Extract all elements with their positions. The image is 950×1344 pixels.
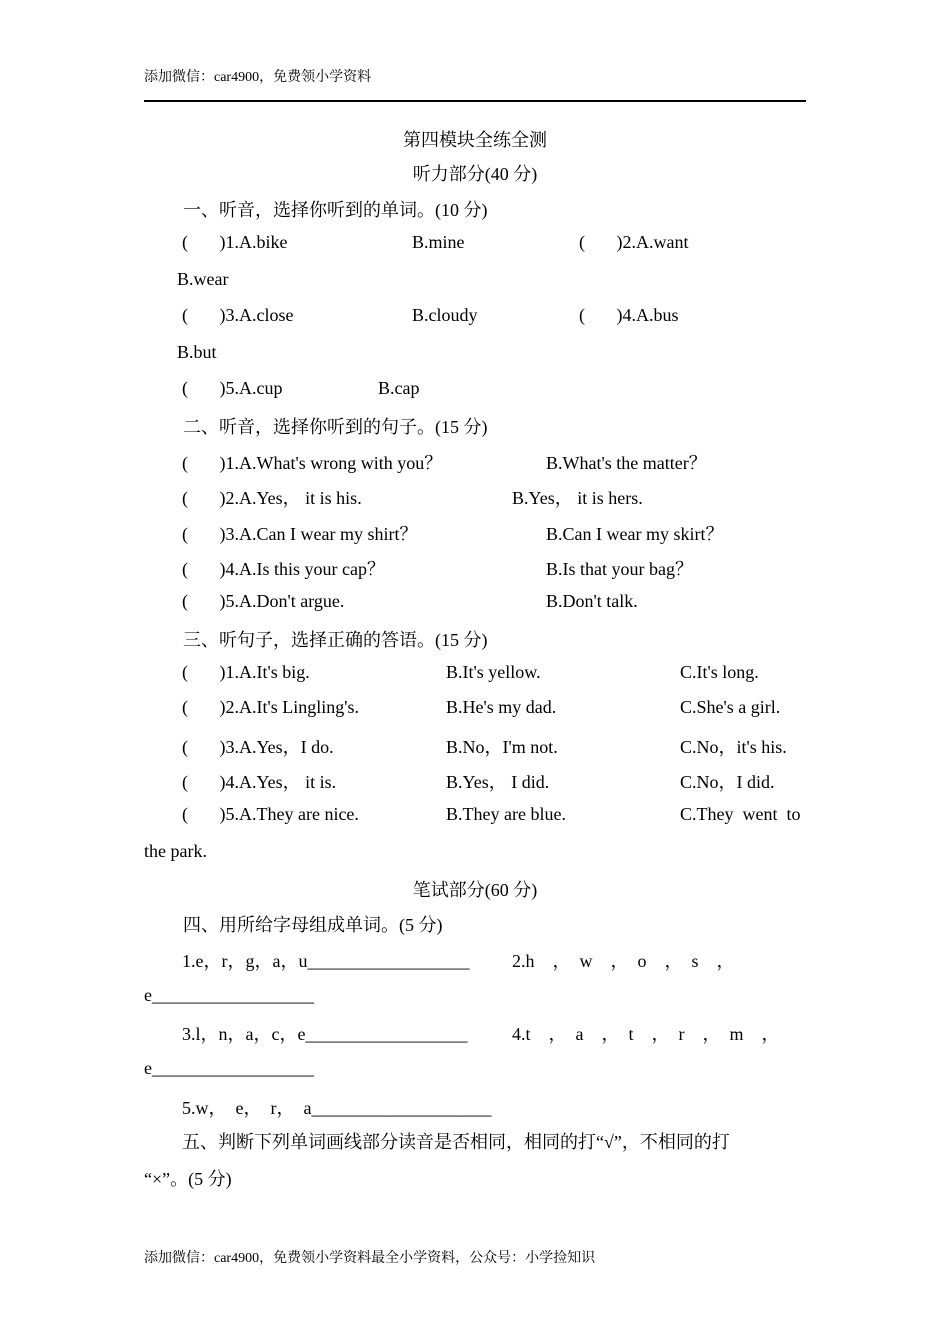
section-3-title: 三、听句子，选择正确的答语。(15 分) [183, 630, 488, 650]
s1-q4-option-a: ( )4.A.bus [579, 305, 679, 325]
s1-q2-option-b: B.wear [177, 269, 229, 289]
section-5-title-line-2: “×”。(5 分) [144, 1169, 232, 1189]
section-2-title: 二、听音，选择你听到的句子。(15 分) [183, 417, 488, 437]
s2-q5-option-a: ( )5.A.Don't argue. [182, 591, 345, 611]
s4-q4: 4.t ， a ， t ， r ， m ， [512, 1024, 780, 1044]
s1-q3-option-b: B.cloudy [412, 305, 478, 325]
s1-q2-option-a: ( )2.A.want [579, 232, 689, 252]
s3-q3-option-b: B.No，I'm not. [446, 737, 558, 757]
s2-q2-option-b: B.Yes， it is hers. [512, 488, 643, 508]
s4-q3: 3.l，n，a，c，e__________________ [182, 1024, 468, 1044]
s3-q2-option-b: B.He's my dad. [446, 697, 557, 717]
section-1-title: 一、听音，选择你听到的单词。(10 分) [183, 200, 488, 220]
s2-q2-option-a: ( )2.A.Yes， it is his. [182, 488, 362, 508]
s1-q5-option-b: B.cap [378, 378, 420, 398]
section-5-title-line-1: 五、判断下列单词画线部分读音是否相同，相同的打“√”，不相同的打 [182, 1132, 730, 1152]
section-4-title: 四、用所给字母组成单词。(5 分) [183, 915, 443, 935]
s3-q1-option-b: B.It's yellow. [446, 662, 541, 682]
s4-q1: 1.e，r，g，a，u__________________ [182, 951, 470, 971]
s4-q4-tail: e__________________ [144, 1058, 314, 1078]
s1-q4-option-b: B.but [177, 342, 217, 362]
s4-q5: 5.w， e， r， a____________________ [182, 1098, 492, 1118]
s3-q1-option-c: C.It's long. [680, 662, 759, 682]
page-footer: 添加微信：car4900，免费领小学资料最全小学资料，公众号：小学捡知识 [144, 1251, 596, 1266]
writing-heading: 笔试部分(60 分) [412, 880, 538, 900]
s1-q5-option-a: ( )5.A.cup [182, 378, 283, 398]
s3-q4-option-a: ( )4.A.Yes， it is. [182, 772, 337, 792]
s1-q3-option-a: ( )3.A.close [182, 305, 294, 325]
page-title: 第四模块全练全测 [403, 130, 547, 150]
s2-q4-option-b: B.Is that your bag？ [546, 559, 693, 579]
s3-q5-option-a: ( )5.A.They are nice. [182, 804, 359, 824]
s1-q1-option-a: ( )1.A.bike [182, 232, 288, 252]
s2-q4-option-a: ( )4.A.Is this your cap？ [182, 559, 385, 579]
s4-q2-tail: e__________________ [144, 985, 314, 1005]
s3-q4-option-c: C.No，I did. [680, 772, 775, 792]
s3-q5-option-c-wrap: the park. [144, 841, 207, 861]
s3-q1-option-a: ( )1.A.It's big. [182, 662, 310, 682]
s3-q5-option-b: B.They are blue. [446, 804, 566, 824]
s2-q5-option-b: B.Don't talk. [546, 591, 638, 611]
s2-q1-option-a: ( )1.A.What's wrong with you？ [182, 453, 443, 473]
s2-q1-option-b: B.What's the matter？ [546, 453, 707, 473]
s3-q2-option-c: C.She's a girl. [680, 697, 781, 717]
s3-q5-option-c: C.They went to [680, 804, 801, 824]
header-divider [144, 100, 806, 102]
s2-q3-option-b: B.Can I wear my skirt？ [546, 524, 724, 544]
s3-q2-option-a: ( )2.A.It's Lingling's. [182, 697, 359, 717]
listening-heading: 听力部分(40 分) [412, 164, 538, 184]
page-header: 添加微信：car4900，免费领小学资料 [144, 70, 372, 85]
s3-q4-option-b: B.Yes， I did. [446, 772, 550, 792]
s1-q1-option-b: B.mine [412, 232, 465, 252]
s2-q3-option-a: ( )3.A.Can I wear my shirt？ [182, 524, 418, 544]
s4-q2: 2.h ， w ， o ， s ， [512, 951, 735, 971]
s3-q3-option-c: C.No，it's his. [680, 737, 787, 757]
s3-q3-option-a: ( )3.A.Yes，I do. [182, 737, 334, 757]
